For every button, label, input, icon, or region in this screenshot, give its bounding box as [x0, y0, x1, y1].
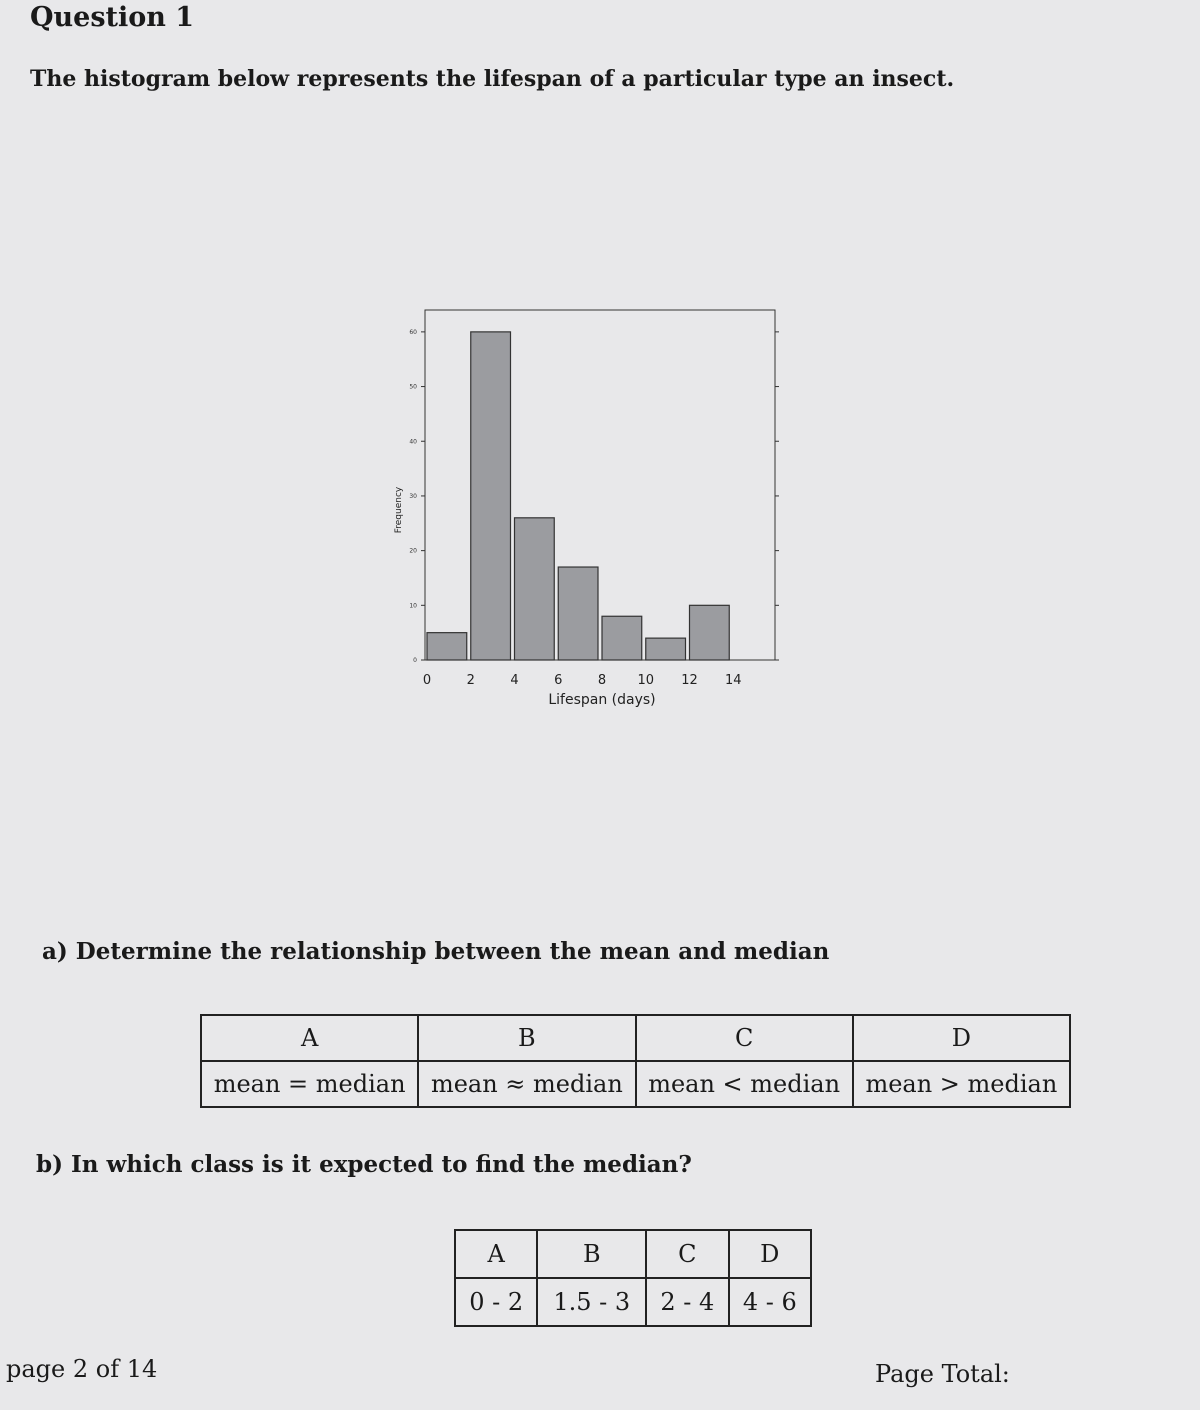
option-d-text[interactable]: 4 - 6: [729, 1278, 811, 1326]
page-total-label: Page Total:: [875, 1360, 1010, 1388]
histogram-bar: [646, 638, 686, 660]
option-a-text[interactable]: 0 - 2: [455, 1278, 537, 1326]
option-a-letter[interactable]: A: [455, 1230, 537, 1278]
y-axis-label: Frequency: [394, 486, 404, 534]
option-b-text[interactable]: 1.5 - 3: [537, 1278, 646, 1326]
histogram-bar: [427, 633, 467, 660]
option-d-text[interactable]: mean > median: [853, 1061, 1070, 1107]
option-c-text[interactable]: mean < median: [636, 1061, 853, 1107]
question-title: Question 1: [30, 2, 195, 33]
x-tick-label: 12: [681, 673, 698, 688]
y-tick-label: 60: [409, 328, 417, 336]
option-d-letter[interactable]: D: [853, 1015, 1070, 1061]
x-tick-label: 4: [510, 673, 519, 688]
histogram-bar: [558, 567, 598, 660]
x-tick-label: 2: [466, 673, 475, 688]
option-d-letter[interactable]: D: [729, 1230, 811, 1278]
option-c-letter[interactable]: C: [646, 1230, 728, 1278]
y-tick-label: 20: [409, 547, 417, 555]
x-axis-label: Lifespan (days): [548, 692, 656, 708]
question-intro: The histogram below represents the lifespan of a particular type an insect.: [30, 66, 955, 92]
option-c-letter[interactable]: C: [636, 1015, 853, 1061]
histogram-chart: [385, 300, 805, 720]
y-tick-label: 50: [409, 383, 417, 391]
histogram-bar: [515, 518, 555, 660]
option-a-text[interactable]: mean = median: [201, 1061, 418, 1107]
part-a-options-table: [200, 1014, 1071, 1108]
histogram-bar: [602, 616, 642, 660]
option-c-text[interactable]: 2 - 4: [646, 1278, 728, 1326]
x-tick-label: 10: [637, 673, 655, 688]
x-tick-label: 6: [554, 673, 563, 688]
y-tick-label: 40: [409, 438, 417, 446]
part-b-question: b) In which class is it expected to find the median?: [36, 1151, 692, 1178]
page-number: page 2 of 14: [6, 1355, 158, 1383]
option-b-letter[interactable]: B: [418, 1015, 635, 1061]
part-b-options-table: [454, 1229, 812, 1327]
histogram-bar: [471, 332, 511, 660]
y-tick-label: 30: [409, 492, 417, 500]
option-b-letter[interactable]: B: [537, 1230, 646, 1278]
x-tick-label: 0: [422, 673, 432, 688]
histogram-bar: [690, 605, 730, 660]
x-tick-label: 8: [597, 673, 607, 688]
x-tick-label: 14: [724, 673, 742, 688]
option-a-letter[interactable]: A: [201, 1015, 418, 1061]
part-a-question: a) Determine the relationship between the mean and median: [42, 938, 830, 965]
option-b-text[interactable]: mean ≈ median: [418, 1061, 635, 1107]
y-tick-label: 0: [413, 657, 417, 664]
y-tick-label: 10: [409, 602, 417, 610]
